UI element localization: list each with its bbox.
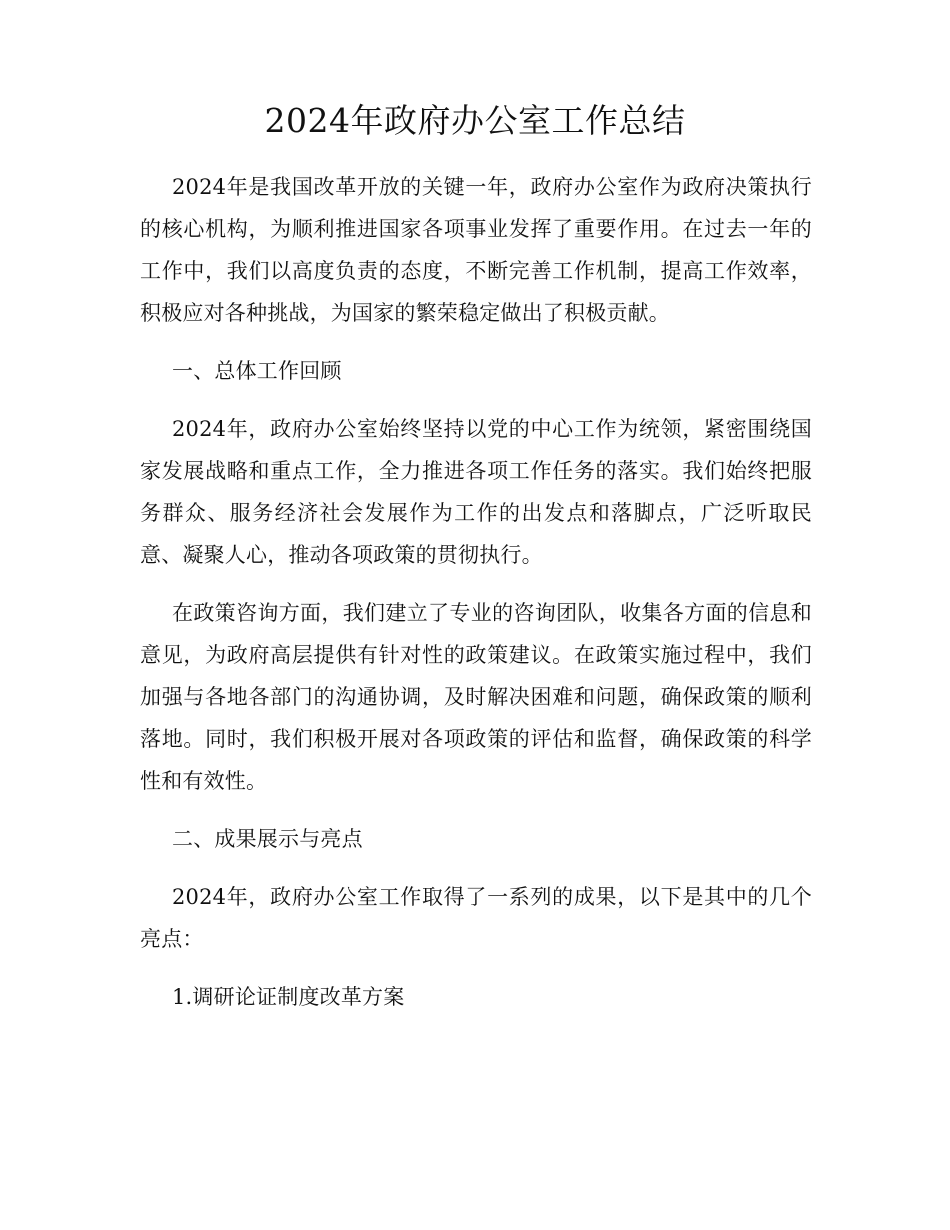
document-body [140, 166, 812, 1018]
document-title: 2024年政府办公室工作总结 [264, 101, 686, 140]
intro-paragraph: 2024年是我国改革开放的关键一年，政府办公室作为政府决策执行的核心机构，为顺利推进国家各项事业发挥了重要作用。在过去一年的工作中，我们以高度负责的态度，不断完善工作机制，提高工作效率，积极应对各种挑战，为国家的繁荣稳定做出了积极贡献。 [140, 175, 812, 325]
overview-paragraph: 2024年，政府办公室始终坚持以党的中心工作为统领，紧密围绕国家发展战略和重点工作，全力推进各项工作任务的落实。我们始终把服务群众、服务经济社会发展作为工作的出发点和落脚点，广泛听取民意、凝聚人心，推动各项政策的贯彻执行。 [140, 417, 812, 567]
section-heading-achievements: 二、成果展示与亮点 [172, 827, 363, 851]
policy-consulting-paragraph: 在政策咨询方面，我们建立了专业的咨询团队，收集各方面的信息和意见，为政府高层提供有针对性的政策建议。在政策实施过程中，我们加强与各地各部门的沟通协调，及时解决困难和问题，确保政策的顺利落地。同时，我们积极开展对各项政策的评估和监督，确保政策的科学性和有效性。 [140, 601, 812, 793]
list-item-1: 1.调研论证制度改革方案 [172, 985, 405, 1009]
section-heading-overview: 一、总体工作回顾 [172, 359, 342, 383]
achievements-intro-paragraph: 2024年，政府办公室工作取得了一系列的成果，以下是其中的几个亮点： [140, 885, 812, 951]
